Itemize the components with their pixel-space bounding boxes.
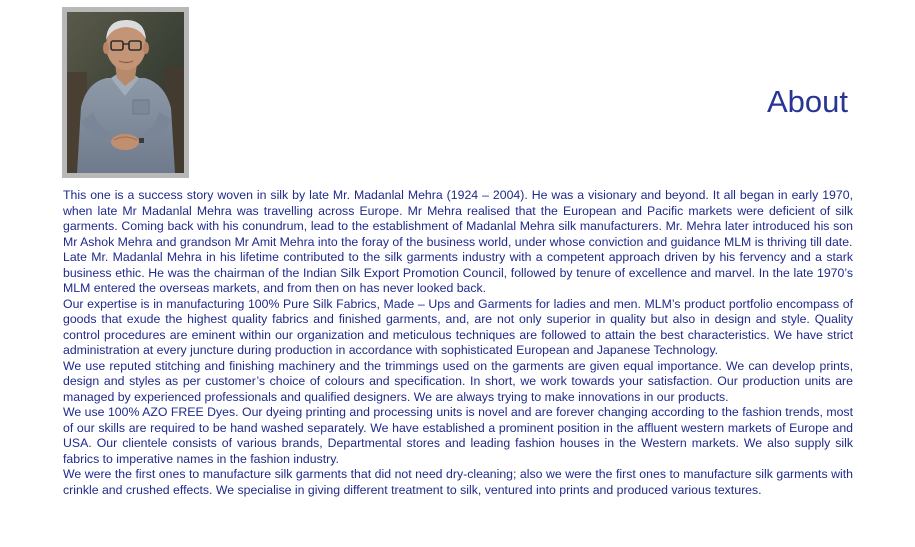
about-paragraph: Our expertise is in manufacturing 100% Pure Silk Fabrics, Made – Ups and Garments for ladies and men. MLM’s product portfolio encompass of goods that exude the highest quality fabrics and finished garments, and, are not only superior in quality but also in design and style. Quality control procedures are eminent within our organization and meticulous techniques are followed to attain the best characteristics. We have strict administration at every juncture during production in accordance with sophisticated European and Japanese Technology. [63,296,853,357]
about-body-text [63,188,853,498]
about-paragraph: We use 100% AZO FREE Dyes. Our dyeing printing and processing units is novel and are forever changing according to the fashion trends, most of our skills are required to be hand washed separately. We have established a prominent position in the affluent western markets of Europe and USA. Our clientele consists of various brands, Departmental stores and leading fashion houses in the Western markets. We also supply silk fabrics to imperative names in the fashion industry. [63,405,853,466]
founder-portrait-image [67,12,184,173]
page-title: About [766,84,848,119]
about-paragraph: This one is a success story woven in silk by late Mr. Madanlal Mehra (1924 – 2004). He was a visionary and beyond. It all began in early 1970, when late Mr Madanlal Mehra was travelling across Europe. Mr Mehra realised that the European and Pacific markets were deficient of silk garments. Coming back with his conundrum, lead to the establishment of Madanlal Mehra silk manufacturers. Mr. Mehra later introduced his son Mr Ashok Mehra and grandson Mr Amit Mehra into the foray of the business world, under whose conviction and guidance MLM is thriving till date. [63,188,853,249]
about-paragraph: We were the first ones to manufacture silk garments that did not need dry-cleaning; also we were the first ones to manufacture silk garments with crinkle and crushed effects. We specialise in giving different treatment to silk, ventured into prints and produced various textures. [63,467,853,497]
founder-portrait-frame [62,7,189,178]
about-paragraph: We use reputed stitching and finishing machinery and the trimmings used on the garments are given equal importance. We can develop prints, design and styles as per customer’s choice of colours and specification. In short, we work towards your satisfaction. Our production units are managed by experienced professionals and qualified designers. We are always trying to make innovations in our products. [63,358,853,404]
about-paragraph: Late Mr. Madanlal Mehra in his lifetime contributed to the silk garments industry with a competent approach driven by his fervency and a stark business ethic. He was the chairman of the Indian Silk Export Promotion Council, followed by tenure of excellence and marvel. In the late 1970’s MLM entered the overseas markets, and from then on has never looked back. [63,250,853,295]
